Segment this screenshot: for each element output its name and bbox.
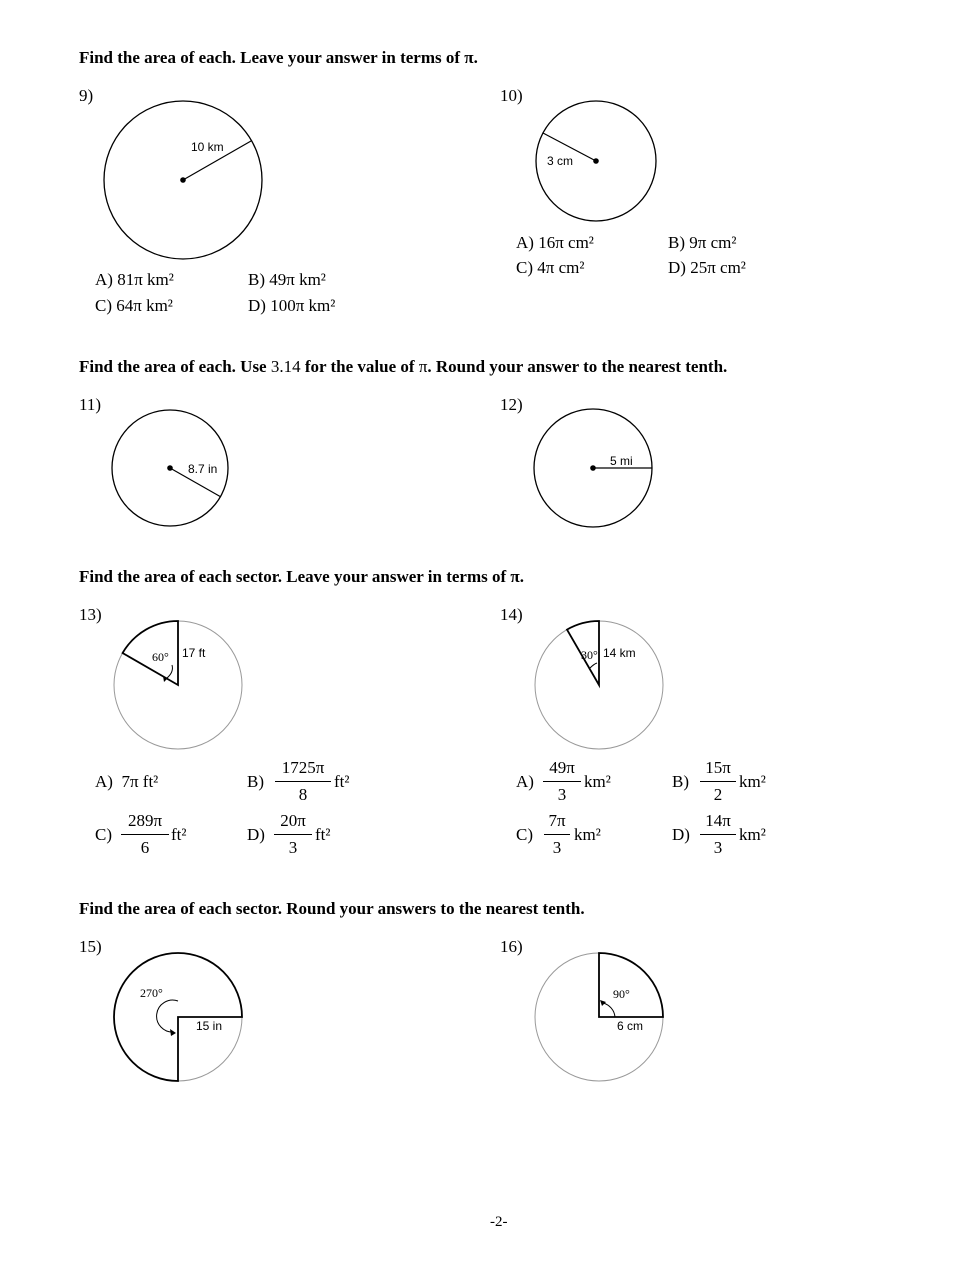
problem-14-figure: [535, 621, 663, 749]
problem-13-choice-a: [95, 772, 158, 792]
problem-14-choice-d: [672, 811, 792, 861]
problem-16-angle-label: 90°: [613, 987, 630, 1001]
choice-letter: D): [247, 825, 265, 844]
choice-letter: A): [516, 772, 534, 791]
problem-15-radius-label: 15 in: [196, 1019, 223, 1033]
problem-14-radius-label: 14 km: [603, 646, 636, 660]
center-dot: [167, 465, 173, 471]
problem-10-choice-c: C) 4π cm²: [516, 258, 585, 277]
problem-10-choice-a: A) 16π cm²: [516, 233, 594, 252]
fraction-denominator: 6: [140, 838, 150, 857]
sector: [599, 953, 663, 1017]
fraction-numerator: 7π: [548, 811, 566, 830]
center-dot: [593, 158, 599, 164]
problem-9-choice-a: A) 81π km²: [95, 270, 174, 289]
problem-14-choice-b: [672, 758, 792, 808]
problem-13-choice-c: [95, 811, 215, 861]
unit: km²: [739, 772, 766, 791]
fraction-numerator: 20π: [280, 811, 306, 830]
problem-9-choice-c: C) 64π km²: [95, 296, 173, 315]
fraction-denominator: 3: [557, 785, 567, 804]
problem-12-figure: [534, 409, 652, 527]
fraction-bar: [543, 781, 581, 782]
problem-9-number: 9): [79, 86, 94, 105]
problem-13-choice-b: [247, 758, 367, 808]
section-2-instructions: [79, 357, 727, 377]
section-2-part-3: . Round your answer to the nearest tenth.: [427, 357, 728, 376]
problem-14-number: 14): [500, 605, 523, 624]
problem-14-choice-a: [516, 758, 636, 808]
unit: ft²: [334, 772, 350, 791]
section-2-part-1: Find the area of each. Use: [79, 357, 271, 376]
unit: km²: [574, 825, 601, 844]
fraction-bar: [275, 781, 331, 782]
problem-10-radius-label: 3 cm: [547, 154, 574, 168]
problem-10-choice-d: D) 25π cm²: [668, 258, 746, 277]
problem-15-figure: [114, 953, 242, 1081]
unit: ft²: [171, 825, 187, 844]
angle-arrow: [600, 1000, 606, 1006]
problem-15-angle-label: 270°: [140, 986, 163, 1000]
problem-9-radius-label: 10 km: [191, 140, 224, 154]
choice-letter: C): [516, 825, 533, 844]
section-2-pi-symbol: π: [418, 357, 428, 376]
problem-9-choice-d: D) 100π km²: [248, 296, 336, 315]
fraction-numerator: 289π: [127, 811, 163, 830]
section-3-instructions: Find the area of each sector. Leave your answer in terms of π.: [79, 567, 524, 586]
center-dot: [590, 465, 596, 471]
fraction-numerator: 1725π: [281, 758, 325, 777]
center-dot: [180, 177, 186, 183]
problem-16-number: 16): [500, 937, 523, 956]
angle-arc: [157, 1000, 178, 1032]
sector: [114, 953, 242, 1081]
unit: km²: [739, 825, 766, 844]
problem-13-number: 13): [79, 605, 102, 624]
problem-14-angle-label: 30°: [581, 648, 598, 662]
angle-arc: [603, 1003, 615, 1017]
fraction-numerator: 14π: [705, 811, 731, 830]
fraction-bar: [121, 834, 169, 835]
section-1-instructions: Find the area of each. Leave your answer in terms of π.: [79, 48, 478, 67]
choice-letter: B): [247, 772, 264, 791]
problem-11-figure: [112, 410, 228, 526]
problem-9-figure: [104, 101, 262, 259]
problem-15-number: 15): [79, 937, 102, 956]
fraction-bar: [274, 834, 312, 835]
problem-14-choice-c: [516, 811, 636, 861]
choice-letter: B): [672, 772, 689, 791]
problem-11-number: 11): [79, 395, 102, 414]
fraction-denominator: 3: [552, 838, 562, 857]
fraction-bar: [544, 834, 570, 835]
fraction-bar: [700, 834, 736, 835]
angle-arc: [590, 663, 597, 668]
problem-13-radius-label: 17 ft: [182, 646, 206, 660]
problem-16-figure: [535, 953, 663, 1081]
page-number: -2-: [490, 1214, 508, 1230]
choice-letter: C): [95, 825, 112, 844]
fraction-numerator: 49π: [549, 758, 575, 777]
problem-10-figure: [536, 101, 656, 221]
problem-9-choice-b: B) 49π km²: [248, 270, 326, 289]
section-2-value-pi: 3.14: [270, 357, 301, 376]
unit: ft²: [315, 825, 331, 844]
fraction-denominator: 3: [288, 838, 298, 857]
problem-10-number: 10): [500, 86, 523, 105]
problem-11-radius-label: 8.7 in: [188, 462, 218, 476]
angle-arc: [167, 665, 172, 678]
section-2-part-2: for the value of: [300, 357, 419, 376]
section-4-instructions: Find the area of each sector. Round your answers to the nearest tenth.: [79, 899, 585, 918]
problem-10-choice-b: B) 9π cm²: [668, 233, 737, 252]
fraction-numerator: 15π: [705, 758, 731, 777]
problem-12-number: 12): [500, 395, 523, 414]
problem-13-figure: [114, 621, 242, 749]
angle-arrow: [170, 1029, 176, 1036]
problem-16-radius-label: 6 cm: [617, 1019, 644, 1033]
choice-letter: D): [672, 825, 690, 844]
problem-12-radius-label: 5 mi: [610, 454, 633, 468]
fraction-denominator: 8: [298, 785, 308, 804]
problem-13-choice-d: [247, 811, 367, 861]
choice-text: 7π ft²: [121, 772, 159, 791]
fraction-bar: [700, 781, 736, 782]
problem-13-angle-label: 60°: [152, 650, 169, 664]
fraction-denominator: 3: [713, 838, 723, 857]
unit: km²: [584, 772, 611, 791]
fraction-denominator: 2: [713, 785, 723, 804]
choice-letter: A): [95, 772, 113, 791]
